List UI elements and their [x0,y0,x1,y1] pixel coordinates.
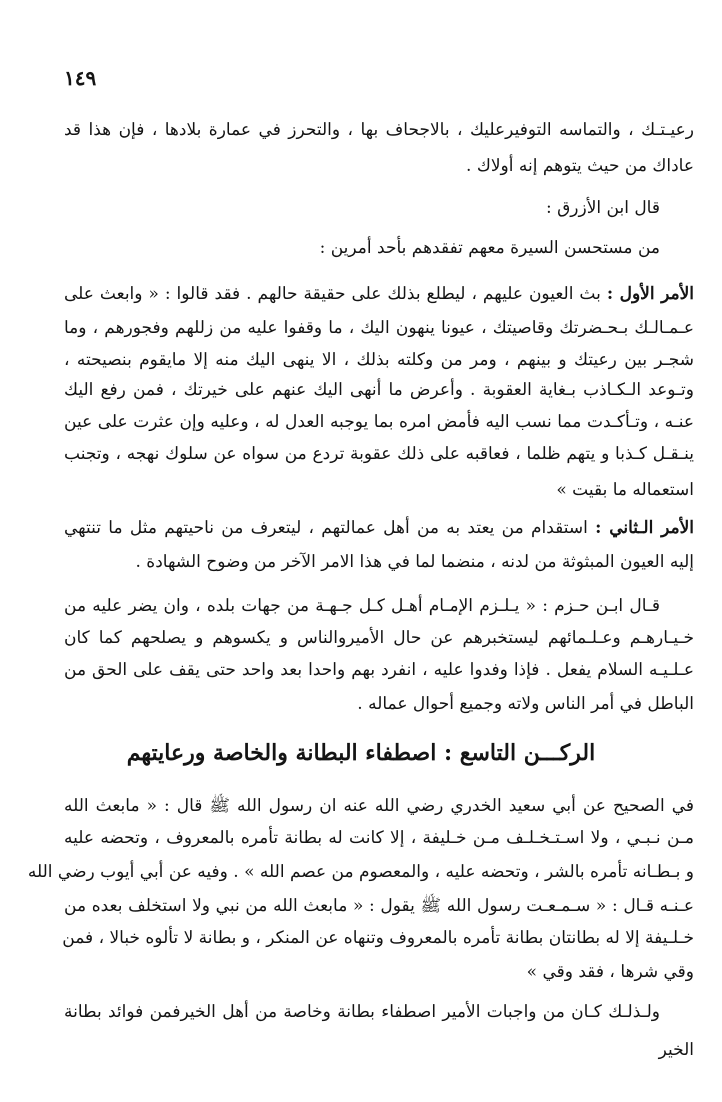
text-line: ينـقـل كـذبا و يتهم ظلما ، فعاقبه على ذلك عقوبة تردع من سواه عن سلوك نهجه ، وتجنب [64,444,694,464]
text-line: عنـه ، وتـأكـدت مما نسب اليه فأمض امره بما يوجبه العدل له ، وعليه وإن عثرت على عين [64,412,694,432]
text-line: بث العيون عليهم ، ليطلع بذلك على حقيقة حالهم . فقد قالوا : « وابعث على [64,284,607,304]
text-line: مـن نـبـي ، ولا اسـتـخـلـف مـن خـليفة ، إلا كانت له بطانة تأمره بالمعروف ، وتحضه عليه [64,828,694,848]
text-line: عاداك من حيث يتوهم إنه أولاك . [466,156,694,176]
text-line: إليه العيون المبثوثة من لدنه ، منضما لما في هذا الامر الآخر من وضوح الشهادة . [135,552,694,572]
section-term: الأمر الأول : [606,284,694,304]
text-line: في الصحيح عن أبي سعيد الخدري رضي الله عنه ان رسول الله ﷺ قال : « مابعث الله [64,796,694,816]
text-line: استقدام من يعتد به من أهل عمالتهم ، ليتعرف من ناحيتهم مثل ما تنتهي [64,518,596,538]
text-line: قال ابن الأزرق : [545,198,660,218]
paragraph-first-line [64,282,694,306]
text-line: من مستحسن السيرة معهم تفقدهم بأحد أمرين : [319,238,660,258]
text-line: عـنـه قـال : « سـمـعـت رسول الله ﷺ يقول : « مابعث الله من نبي ولا استخلف بعده من [64,896,694,916]
section-term: الأمر الـثاني : [595,518,694,538]
text-line: ولـذلـك كـان من واجبات الأمير اصطفاء بطانة وخاصة من أهل الخيرفمن فوائد بطانة [64,1002,660,1022]
page-number: ١٤٩ [64,66,97,90]
text-line: استعماله ما بقيت » [556,480,694,500]
text-line: خـيـارهـم وعـلـمائهم ليستخبرهم عن حال الأميروالناس و يكسوهم و يصلحهم كما كان [64,628,694,648]
text-line: وتـوعد الـكـاذب بـغاية العقوبة . وأعرض ما أنهى اليك عنهم على خيرتك ، فمن رفع اليك [64,380,694,400]
text-line: و بـطـانه تأمره بالشر ، وتحضه عليه ، والمعصوم من عصم الله » . وفيه عن أبي أيوب رضي الله [27,862,694,882]
text-line: وقي شرها ، فقد وقي » [526,962,694,982]
paragraph-first-line [64,516,694,540]
text-line: عـلـيـه السلام يفعل . فإذا وفدوا عليه ، انفرد بهم واحدا بعد واحد حتى يقف على الحق من [64,660,694,680]
text-line: رعيـتـك ، والتماسه التوفيرعليك ، بالاجحاف بها ، والتحرز في عمارة بلادها ، فإن هذا قد [64,120,694,140]
section-heading: الركـــن التاسع : اصطفاء البطانة والخاصة ورعايتهم [126,740,596,766]
text-line: خـلـيفة إلا له بطانتان بطانة تأمره بالمعروف وتنهاه عن المنكر ، و بطانة لا تألوه خبالا ، فمن [62,928,694,948]
text-line: شجـر بين رعيتك و بينهم ، ومر من وكلته بذلك ، الا ينهى اليك منه إلا مايقوم بنصيحته ، [64,350,694,370]
text-line: قـال ابـن حـزم : « يـلـزم الإمـام أهـل كـل جـهـة من جهات بلده ، وان يضر عليه من [64,596,660,616]
text-line: الباطل في أمر الناس ولاته وجميع أحوال عماله . [357,694,694,714]
text-line: عـمـالـك بـحـضرتك وقاصيتك ، عيونا ينهون اليك ، ما وقفوا عليه من زللهم وفجورهم ، وما [64,318,694,338]
text-line: الخير [658,1040,694,1060]
